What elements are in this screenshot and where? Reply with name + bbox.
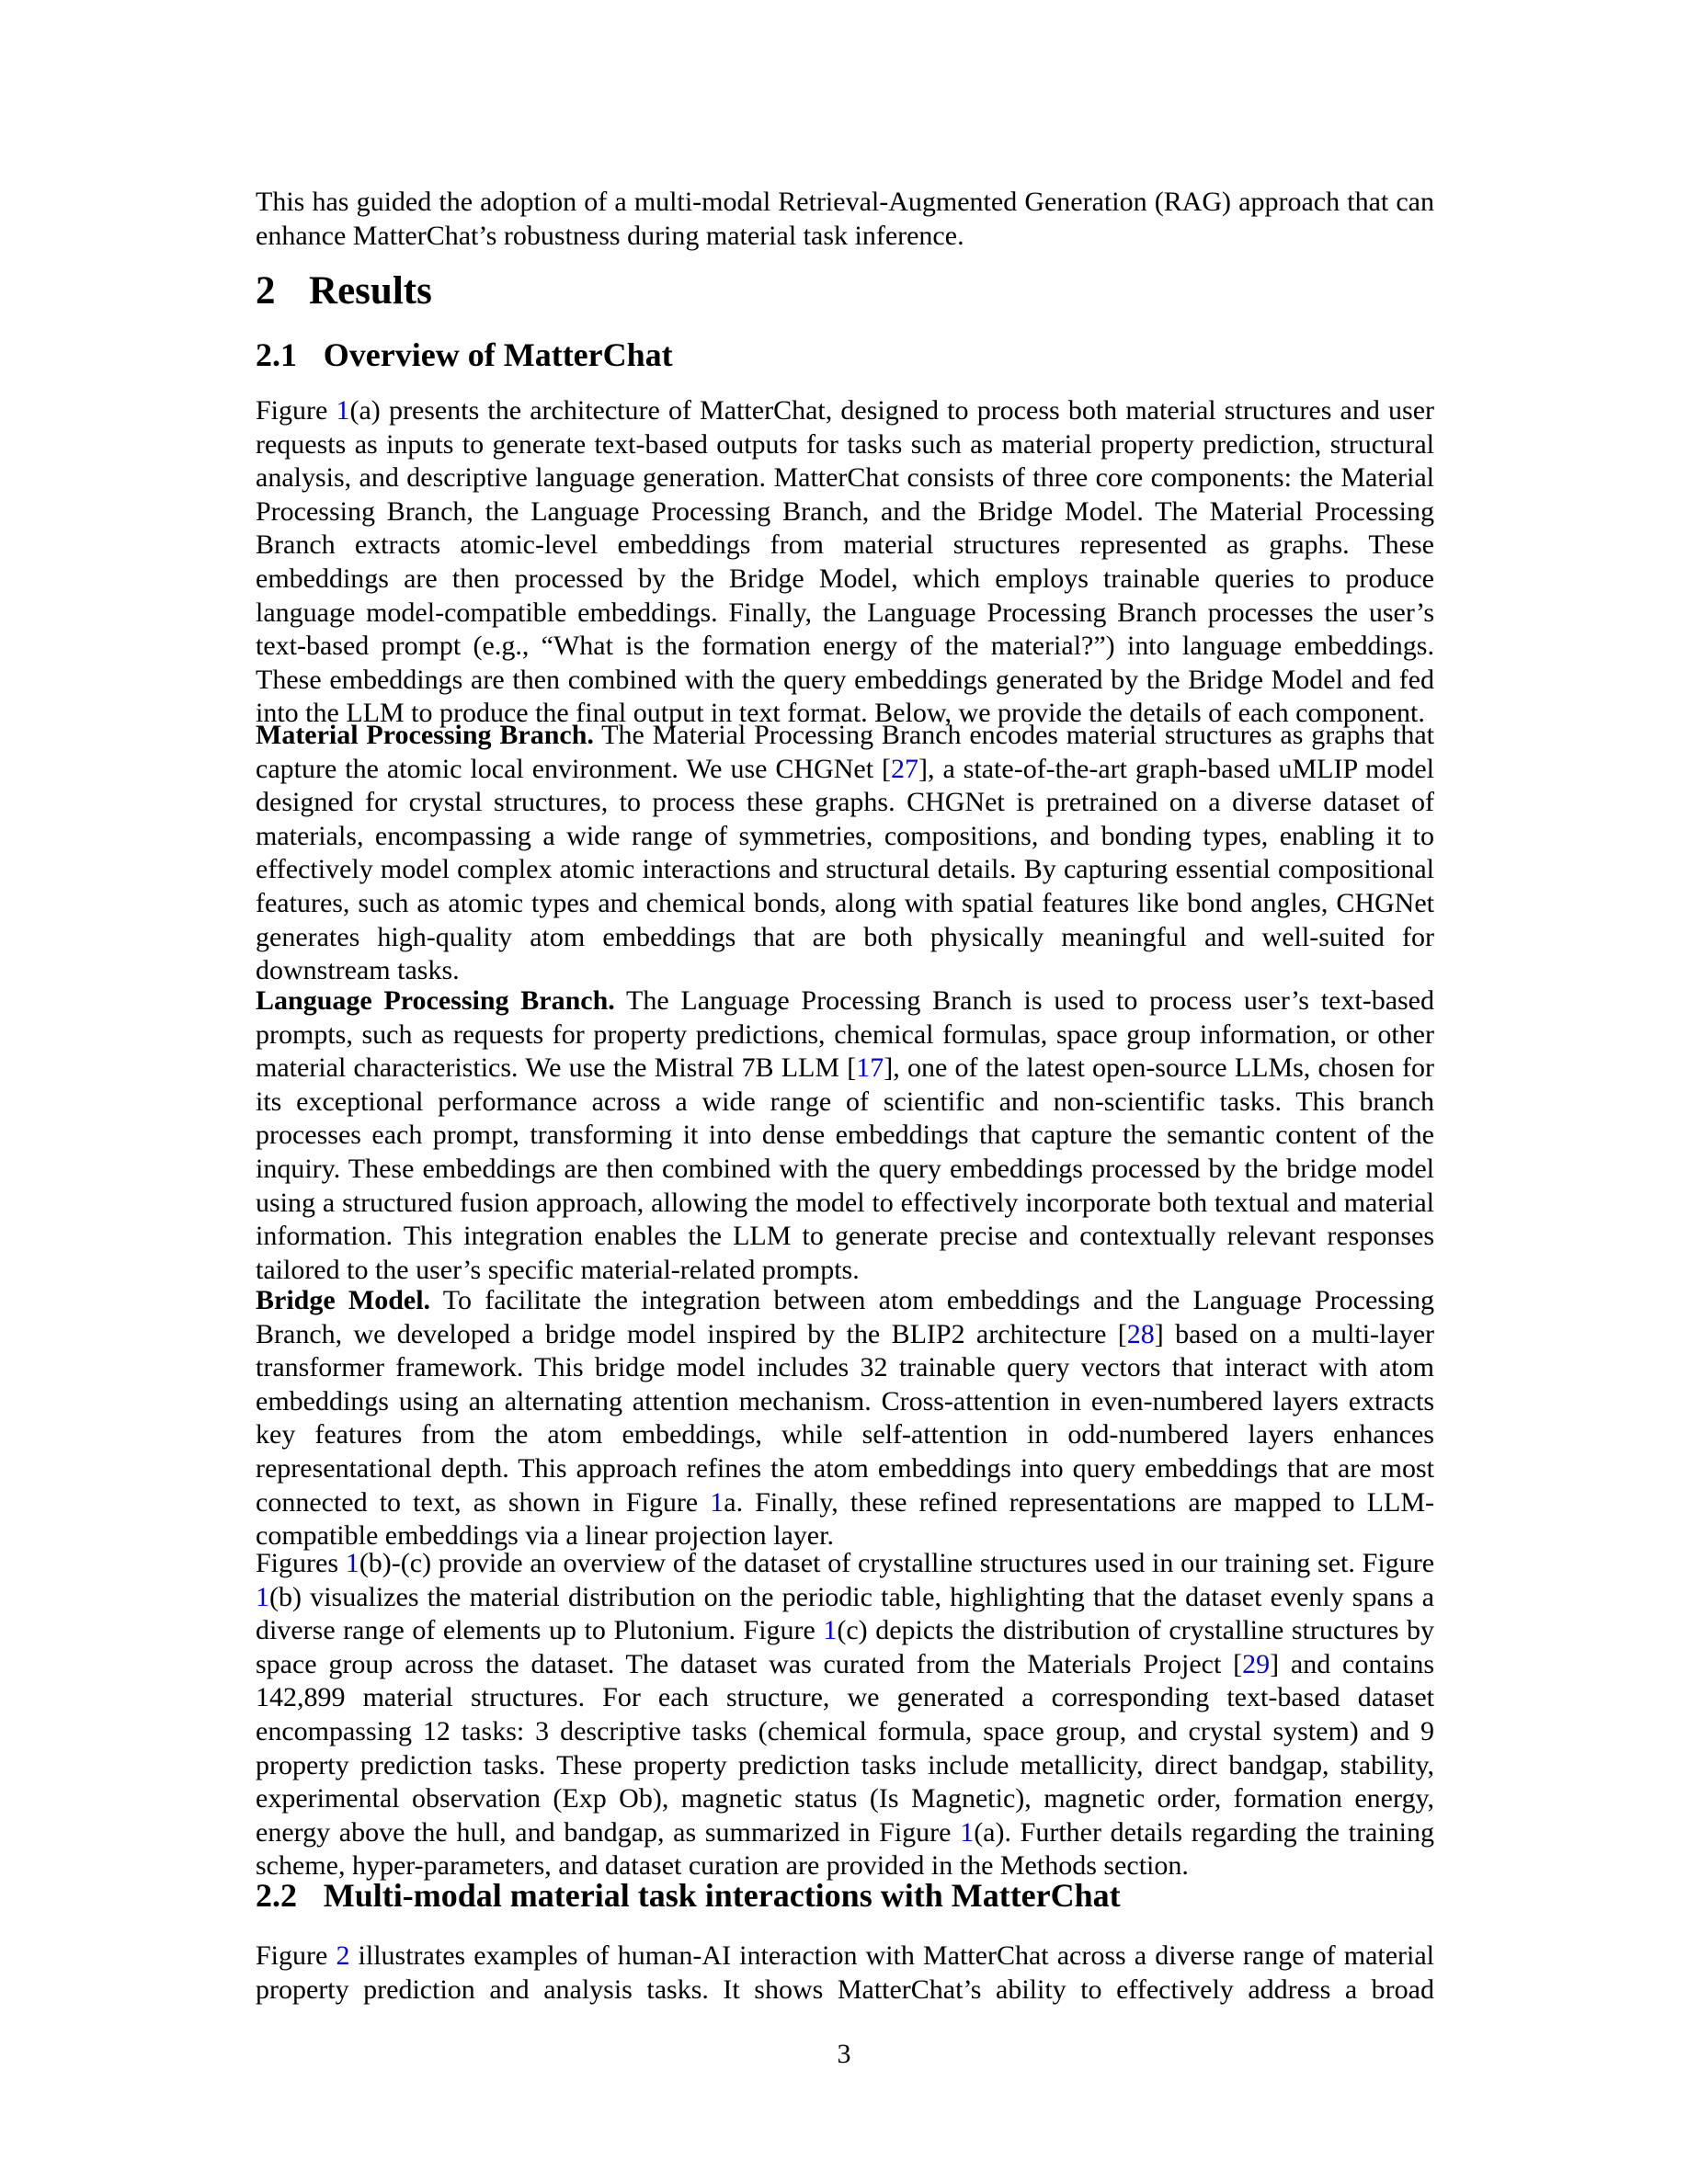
subsection-heading-interactions <box>256 1877 1434 1915</box>
text-run: The Material Processing Branch encodes material structures as graphs that capture the atomic local environment. We use CHGNet [ <box>256 720 1434 784</box>
text-run: ], a state-of-the-art graph-based uMLIP model designed for crystal structures, to process these graphs. CHGNet is pretrained on a diverse dataset of materials, encompassing a wide range of symmetries, compositions, and bonding types, enabling it to effectively model complex atomic interactions and structural details. By capturing essential compositional features, such as atomic types and chemical bonds, along with spatial features like bond angles, CHGNet generates high-quality atom embeddings that are both physically meaningful and well-suited for downstream tasks. <box>256 753 1434 986</box>
text-run: (b)-(c) provide an overview of the dataset of crystalline structures used in our training set. Figure <box>359 1548 1435 1578</box>
citation-28-link[interactable]: 28 <box>1126 1318 1155 1349</box>
text-run: (c) depicts the distribution of crystalline structures by space group across the dataset. The dataset was curated from the Materials Project [ <box>256 1615 1434 1679</box>
subsection-number: 2.2 <box>256 1877 297 1914</box>
language-branch-paragraph <box>256 984 1434 1287</box>
bridge-model-lead: Bridge Model. <box>256 1285 431 1315</box>
intro-paragraph <box>256 186 1434 253</box>
text-run: ], one of the latest open-source LLMs, chosen for its exceptional performance across a wide range of scientific and non-scientific tasks. This branch processes each prompt, transforming it into dense embeddings that capture the semantic content of the inquiry. These embeddings are then combined with the query embeddings processed by the bridge model using a structured fusion approach, allowing the model to effectively incorporate both textual and material information. This integration enables the LLM to generate precise and contextually relevant responses tailored to the user’s specific material-related prompts. <box>256 1052 1434 1285</box>
text-run: (a) presents the architecture of MatterChat, designed to process both material structures and user requests as inputs to generate text-based outputs for tasks such as material property prediction, structural analysis, and descriptive language generation. MatterChat consists of three core components: the Material Processing Branch, the Language Processing Branch, and the Bridge Model. The Material Processing Branch extracts atomic-level embeddings from material structures represented as graphs. These embeddings are then processed by the Bridge Model, which employs trainable queries to produce language model-compatible embeddings. Finally, the Language Processing Branch processes the user’s text-based prompt (e.g., “What is the formation energy of the material?”) into language embeddings. These embeddings are then combined with the query embeddings generated by the Bridge Model and fed into the LLM to produce the final output in text format. Below, we provide the details of each component. <box>256 395 1435 729</box>
figure-1b-ref-link[interactable]: 1 <box>256 1581 269 1612</box>
text-run: The Language Processing Branch is used to process user’s text-based prompts, such as requests for property predictions, chemical formulas, space group information, or other material characteristics. We use the Mistral 7B LLM [ <box>256 985 1434 1084</box>
text-run: illustrates examples of human-AI interaction with MatterChat across a diverse range of material property prediction and analysis tasks. It shows MatterChat’s ability to effectively address a broad <box>256 1940 1435 2005</box>
figure-1a-ref-link[interactable]: 1 <box>336 395 350 426</box>
material-branch-paragraph <box>256 719 1434 988</box>
text-run: ] based on a multi-layer transformer framework. This bridge model includes 32 trainable query vectors that interact with atom embeddings using an alternating attention mechanism. Cross-attention in even-numbered layers extracts key features from the atom embeddings, while self-attention in odd-numbered layers enhances representational depth. This approach refines the atom embeddings into query embeddings that are most connected to text, as shown in Figure <box>256 1318 1434 1518</box>
figure-1a-ref-link[interactable]: 1 <box>960 1816 975 1848</box>
figure-2-ref-link[interactable]: 2 <box>336 1940 350 1971</box>
citation-27-link[interactable]: 27 <box>891 753 918 784</box>
overview-paragraph <box>256 394 1434 731</box>
material-branch-lead: Material Processing Branch. <box>256 720 594 750</box>
bridge-model-paragraph <box>256 1284 1434 1553</box>
text-run: (a). Further details regarding the training scheme, hyper-parameters, and dataset curation are provided in the Methods section. <box>256 1816 1434 1882</box>
subsection-number: 2.1 <box>256 336 297 373</box>
language-branch-lead: Language Processing Branch. <box>256 985 615 1016</box>
figure-1a-ref-link[interactable]: 1 <box>710 1486 724 1518</box>
section-number: 2 <box>256 269 276 313</box>
text-run: a. Finally, these refined representations are mapped to LLM-compatible embeddings via a linear projection layer. <box>256 1486 1434 1552</box>
citation-17-link[interactable]: 17 <box>856 1052 884 1084</box>
subsection-title: Multi-modal material task interactions with MatterChat <box>323 1877 1121 1914</box>
section-title: Results <box>309 269 432 313</box>
text-run: Figures <box>256 1548 346 1578</box>
interactions-paragraph <box>256 1939 1434 2007</box>
subsection-heading-overview <box>256 336 1434 374</box>
text-run: To facilitate the integration between atom embeddings and the Language Processing Branch, we developed a bridge model inspired by the BLIP2 architecture [ <box>256 1285 1434 1349</box>
figure-1bc-ref-link[interactable]: 1 <box>345 1548 359 1578</box>
text-run: This has guided the adoption of a multi-modal Retrieval-Augmented Generation (RAG) approach that can enhance MatterChat’s robustness during material task inference. <box>256 187 1434 251</box>
text-run: Figure <box>256 395 336 426</box>
citation-29-link[interactable]: 29 <box>1242 1648 1271 1679</box>
text-run: ] and contains 142,899 material structures. For each structure, we generated a corresponding text-based dataset encompassing 12 tasks: 3 descriptive tasks (chemical formula, space group, and crystal system) and 9 property prediction tasks. These property prediction tasks include metallicity, direct bandgap, stability, experimental observation (Exp Ob), magnetic status (Is Magnetic), magnetic order, formation energy, energy above the hull, and bandgap, as summarized in Figure <box>256 1648 1435 1848</box>
dataset-paragraph <box>256 1547 1434 1883</box>
text-run: (b) visualizes the material distribution on the periodic table, highlighting that the dataset evenly spans a diverse range of elements up to Plutonium. Figure <box>256 1581 1434 1646</box>
subsection-title: Overview of MatterChat <box>323 336 673 373</box>
section-heading-results <box>256 268 1434 313</box>
figure-1c-ref-link[interactable]: 1 <box>823 1615 838 1646</box>
text-run: Figure <box>256 1940 336 1971</box>
page-number: 3 <box>837 2039 851 2069</box>
